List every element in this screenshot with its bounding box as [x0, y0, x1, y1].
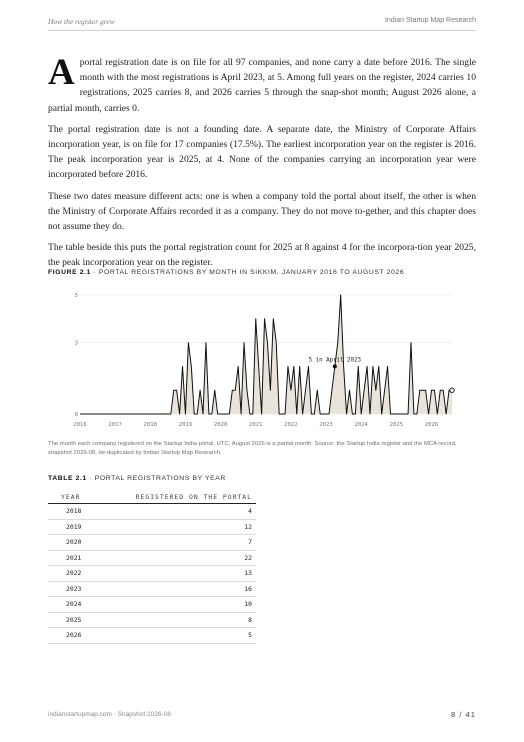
cell-count: 22 — [96, 550, 256, 566]
cell-count: 16 — [96, 581, 256, 597]
table-row — [48, 612, 256, 628]
x-tick-label: 2016 — [73, 422, 87, 428]
figure-label — [48, 269, 404, 276]
table-row — [48, 581, 256, 597]
chart-markers — [309, 357, 455, 392]
publication-name: Indian Startup Map Research — [384, 17, 476, 24]
table-label — [48, 475, 226, 482]
paragraph-2: The portal registration date is not a founding date. A separate date, the Ministry of Corporate Affairs incorporation year, is on file for 17 companies (17.5%). The earliest incorporation year on the register is 2016. The peak incorporation year is 2025, at 4. None of the companies carrying an incorporation year were incorporated before 2016. — [48, 123, 476, 181]
table-row — [48, 504, 256, 520]
cell-count: 7 — [96, 535, 256, 551]
column-header-year: YEAR — [48, 490, 96, 504]
x-tick-label: 2024 — [354, 422, 368, 428]
table-row — [48, 550, 256, 566]
drop-cap: A — [48, 52, 75, 93]
running-header — [48, 17, 476, 29]
cell-year: 2021 — [48, 550, 96, 566]
figure-title: · PORTAL REGISTRATIONS BY MONTH IN SIKKIM, JANUARY 2016 TO AUGUST 2026 — [93, 269, 405, 276]
table-header-row — [48, 490, 256, 504]
header-rule — [48, 30, 476, 31]
paragraph-1-text: portal registration date is on file for all 97 companies, and none carry a date before 2016. The single month with the most registrations is April 2023, at 5. Among full years on the register, 2024 carries 10 registrations, 2025 carries 8, and 2026 carries 5 through the snap-shot month; August 2026 alone, a partial month, carries 0. — [48, 57, 476, 114]
cell-year: 2026 — [48, 628, 96, 644]
y-tick-label: 3 — [74, 340, 78, 347]
x-tick-label: 2026 — [424, 422, 439, 428]
cell-count: 12 — [96, 519, 256, 535]
table-number: TABLE 2.1 — [48, 475, 87, 482]
x-tick-label: 2025 — [389, 422, 404, 428]
table-row — [48, 519, 256, 535]
table-row — [48, 597, 256, 613]
body-text — [48, 52, 476, 277]
cell-count: 10 — [96, 597, 256, 613]
registrations-area — [80, 295, 452, 414]
y-tick-label: 5 — [74, 293, 78, 299]
x-tick-label: 2018 — [143, 422, 158, 428]
figure-caption: The month each company registered on the Startup India portal, UTC; August 2026 is a partial month. Source: the Startup India register and the MCA record, snapshot 2026-08, de-duplicated by Indian Startup Map Research. — [48, 441, 457, 456]
x-tick-label: 2019 — [178, 422, 193, 428]
cell-count: 8 — [96, 612, 256, 628]
page-footer — [48, 711, 476, 723]
end-marker — [450, 388, 454, 392]
registrations-chart — [48, 282, 476, 432]
peak-marker — [333, 364, 337, 368]
cell-year: 2022 — [48, 566, 96, 582]
column-header-count: REGISTERED ON THE PORTAL — [96, 490, 256, 504]
table-row — [48, 566, 256, 582]
x-tick-label: 2017 — [108, 422, 122, 428]
paragraph-1 — [48, 52, 476, 116]
cell-count: 13 — [96, 566, 256, 582]
cell-year: 2020 — [48, 535, 96, 551]
x-tick-label: 2021 — [249, 422, 263, 428]
x-tick-label: 2020 — [213, 422, 228, 428]
y-axis-labels — [75, 293, 78, 418]
section-title: How the register grew — [48, 17, 115, 26]
y-tick-label: 0 — [74, 412, 78, 418]
table-row — [48, 535, 256, 551]
registrations-table — [48, 490, 256, 644]
cell-year: 2024 — [48, 597, 96, 613]
table-row — [48, 628, 256, 644]
x-tick-label: 2023 — [319, 422, 333, 428]
cell-year: 2023 — [48, 581, 96, 597]
cell-count: 4 — [96, 504, 256, 520]
peak-annotation: 5 in April 2023 — [308, 357, 362, 364]
page-number: 8 / 41 — [451, 710, 476, 719]
cell-year: 2025 — [48, 612, 96, 628]
figure-number: FIGURE 2.1 — [48, 269, 92, 276]
paragraph-4: The table beside this puts the portal registration count for 2025 at 8 against 4 for the incorpora-tion year 2025, the peak incorporation year on the register. — [48, 242, 476, 269]
cell-count: 5 — [96, 628, 256, 644]
cell-year: 2019 — [48, 519, 96, 535]
paragraph-3: These two dates measure different acts: one is when a company told the portal about itself, the other is when the Ministry of Corporate Affairs recorded it as a company. They do not move to-gether, and this chapter does not assume they do. — [48, 190, 476, 233]
table-title: · PORTAL REGISTRATIONS BY YEAR — [89, 475, 226, 482]
cell-year: 2018 — [48, 504, 96, 520]
x-tick-label: 2022 — [284, 422, 298, 428]
x-axis-labels — [73, 422, 438, 428]
footer-source: indianstartupmap.com · Snapshot 2026-08 — [48, 711, 171, 718]
